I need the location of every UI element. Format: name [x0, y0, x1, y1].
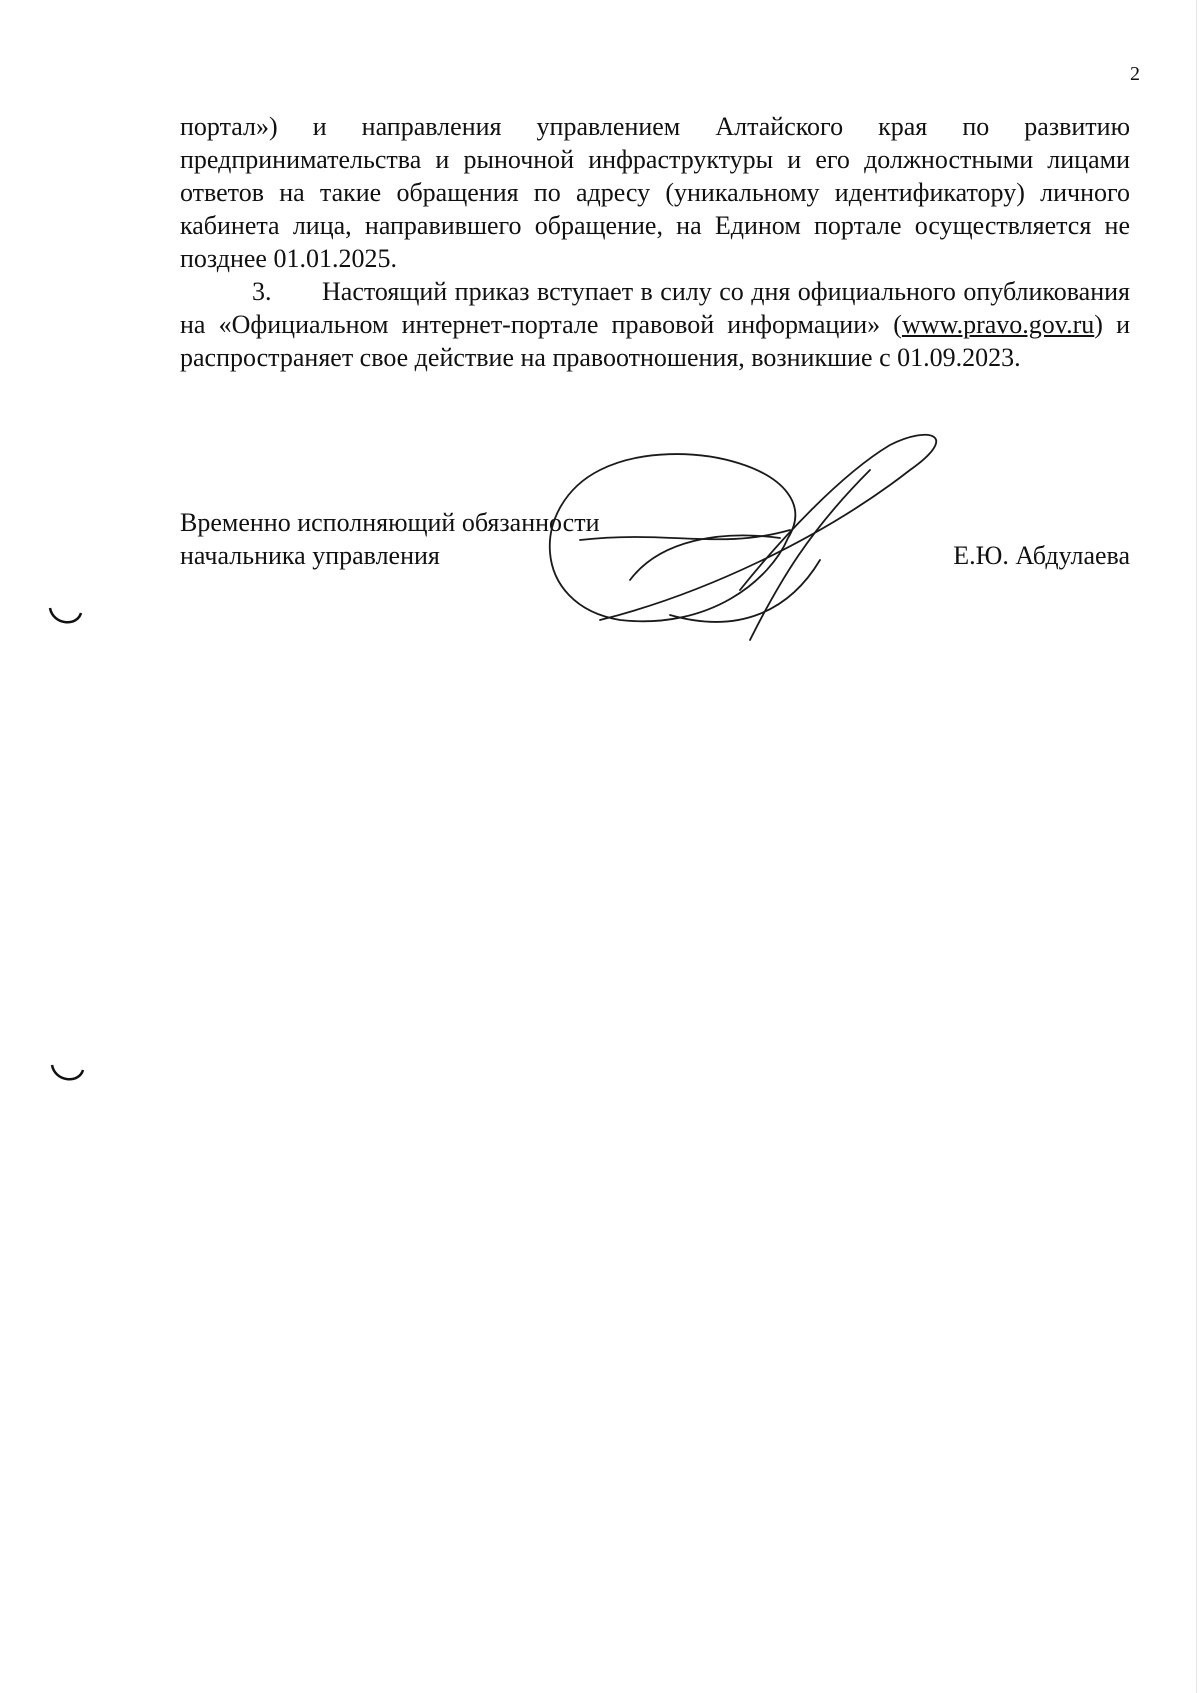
page-edge-line — [1196, 0, 1197, 1693]
paragraph-clause-3 — [180, 275, 1130, 374]
pravo-gov-link[interactable]: www.pravo.gov.ru — [901, 310, 1095, 339]
binder-hole-mark-icon — [49, 1062, 89, 1086]
document-body — [180, 110, 1130, 374]
page-number: 2 — [1130, 63, 1140, 85]
binder-hole-mark-icon — [47, 605, 87, 629]
paragraph-continuation: портал») и направления управлением Алтайского края по развитию предпринимательства и рыночной инфраструктуры и его должностными лицами ответов на такие обращения по адресу (уникальному идентификатору) личного кабинета лица, направившего обращение, на Едином портале осуществляется не позднее 01.01.2025. — [180, 112, 1130, 273]
clause-3-text-start: Настоящий приказ вступает в силу со дня официального опубликования на «Официальном интернет-портале правовой информации» ( — [180, 277, 1130, 339]
position-line-1: Временно исполняющий обязанности — [180, 508, 600, 537]
position-line-2: начальника управления — [180, 541, 440, 570]
signer-name: Е.Ю. Абдулаева — [953, 541, 1130, 570]
handwritten-signature — [540, 430, 1020, 660]
clause-3-text-end: ) и распространяет свое действие на правоотношения, возникшие с 01.09.2023. — [180, 310, 1131, 372]
clause-number: 3. — [252, 277, 272, 306]
